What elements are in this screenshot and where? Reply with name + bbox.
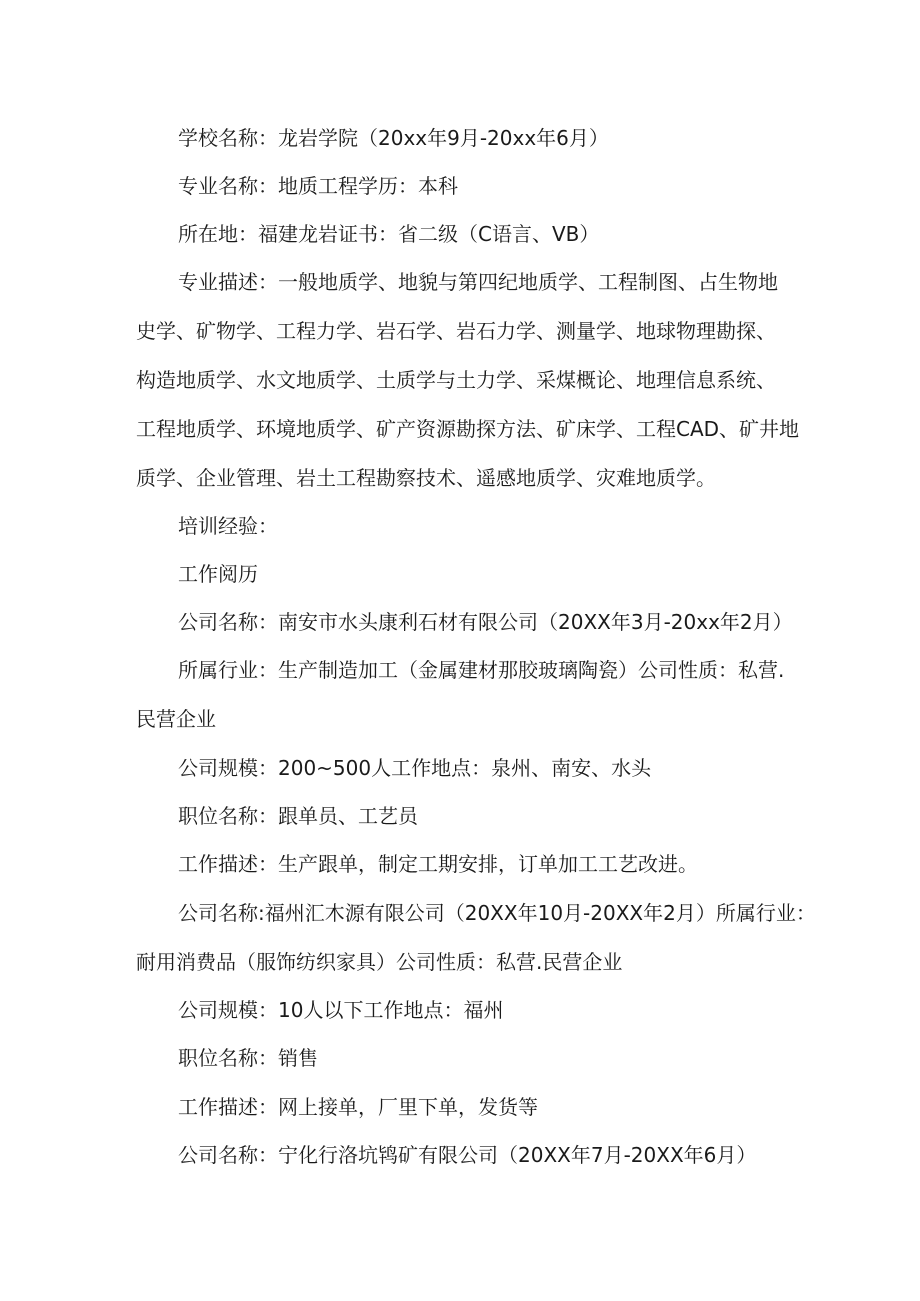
paragraph-line: 培训经验： — [178, 514, 278, 538]
paragraph-line: 公司规模：200~500人工作地点：泉州、南安、水头 — [178, 756, 652, 780]
paragraph-line: 质学、企业管理、岩土工程勘察技术、遥感地质学、灾难地质学。 — [136, 466, 716, 490]
paragraph-line: 所在地：福建龙岩证书：省二级（C语言、VB） — [178, 222, 600, 246]
paragraph-line: 耐用消费品（服饰纺织家具）公司性质：私营.民营企业 — [136, 950, 623, 974]
paragraph-line: 职位名称：跟单员、工艺员 — [178, 804, 418, 828]
paragraph-line: 工作描述：生产跟单，制定工期安排，订单加工工艺改进。 — [178, 852, 698, 876]
paragraph-line: 工程地质学、环境地质学、矿产资源勘探方法、矿床学、工程CAD、矿井地 — [136, 417, 800, 441]
paragraph-line: 民营企业 — [136, 707, 216, 731]
paragraph-line: 史学、矿物学、工程力学、岩石学、岩石力学、测量学、地球物理勘探、 — [136, 319, 776, 343]
paragraph-line: 公司名称：宁化行洛坑鸨矿有限公司（20XX年7月-20XX年6月） — [178, 1143, 757, 1167]
paragraph-line: 公司名称:福州汇木源有限公司（20XX年10月-20XX年2月）所属行业： — [178, 901, 816, 925]
paragraph-line: 专业名称：地质工程学历：本科 — [178, 174, 458, 198]
paragraph-line: 构造地质学、水文地质学、土质学与土力学、采煤概论、地理信息系统、 — [136, 368, 776, 392]
paragraph-line: 公司规模：10人以下工作地点：福州 — [178, 998, 504, 1022]
paragraph-line: 所属行业：生产制造加工（金属建材那胶玻璃陶瓷）公司性质：私营. — [178, 658, 785, 682]
paragraph-line: 学校名称：龙岩学院（20xx年9月-20xx年6月） — [178, 126, 609, 150]
paragraph-line: 工作阅历 — [178, 562, 258, 586]
paragraph-line: 工作描述：网上接单，厂里下单，发货等 — [178, 1095, 538, 1119]
paragraph-line: 专业描述：一般地质学、地貌与第四纪地质学、工程制图、占生物地 — [178, 270, 778, 294]
paragraph-line: 公司名称：南安市水头康利石材有限公司（20XX年3月-20xx年2月） — [178, 610, 793, 634]
paragraph-line: 职位名称：销售 — [178, 1046, 318, 1070]
